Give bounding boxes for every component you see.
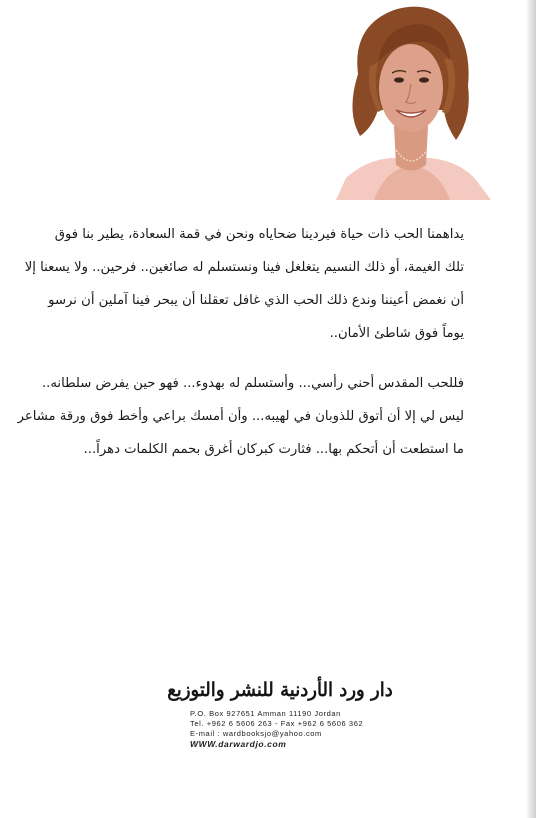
publisher-address: P.O. Box 927651 Amman 11190 Jordan xyxy=(190,709,341,718)
publisher-phone: Tel. +962 6 5606 263 - Fax +962 6 5606 362 xyxy=(190,719,364,728)
paragraph-1-line: تلك الغيمة، أو ذلك النسيم يتغلغل فينا ونستسلم له صائغين.. فرحين.. ولا يسعنا إلا xyxy=(24,260,464,275)
paragraph-2-line: ليس لي إلا أن أتوق للذوبان في لهيبه... وأن أمسك براعي وأخط فوق ورقة مشاعر xyxy=(17,409,464,424)
paragraph-1-line: يوماً فوق شاطئ الأمان.. xyxy=(329,326,464,341)
paragraph-2-line: ما استطعت أن أتحكم بها... فثارت كبركان أغرق بحمم الكلمات دهراً... xyxy=(83,442,464,457)
paragraph-2 xyxy=(17,367,464,466)
paragraph-2-line: فللحب المقدس أحني رأسي... وأستسلم له بهدوء... فهو حين يفرض سلطانه.. xyxy=(41,376,464,391)
author-portrait xyxy=(326,0,496,200)
publisher-contact xyxy=(190,709,370,749)
publisher-block xyxy=(160,677,400,749)
publisher-logo: دار ورد الأردنية للنشر والتوزيع xyxy=(167,679,393,701)
paragraph-1-line: أن نغمض أعيننا وندع ذلك الحب الذي غافل تعقلنا أن يبحر فينا آملين أن نرسو xyxy=(48,293,464,308)
publisher-email: E-mail : wardbooksjo@yahoo.com xyxy=(190,729,322,738)
publisher-website: WWW.darwardjo.com xyxy=(190,739,287,749)
paragraph-1-line: يداهمنا الحب ذات حياة فيردينا ضحاياه ونحن في قمة السعادة، يطير بنا فوق xyxy=(54,227,464,242)
cover-edge-shadow xyxy=(526,0,536,818)
paragraph-1 xyxy=(24,218,464,350)
